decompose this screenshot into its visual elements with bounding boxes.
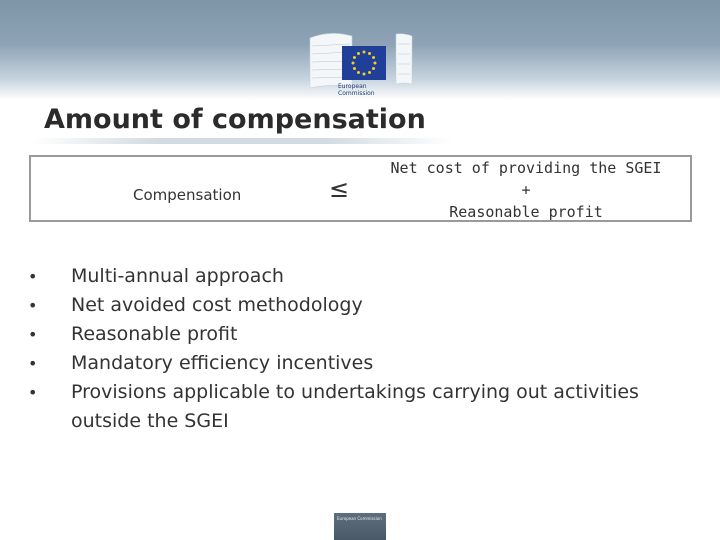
bullet-icon: •: [28, 383, 38, 402]
title-underline: [32, 138, 452, 144]
star-icon: [357, 52, 360, 55]
star-icon: [353, 56, 356, 59]
list-item-text: Mandatory efficiency incentives: [71, 352, 374, 374]
bullet-icon: •: [28, 267, 38, 286]
star-icon: [368, 71, 371, 74]
list-item: [28, 262, 698, 291]
star-icon: [357, 71, 360, 74]
list-item-text: Multi-annual approach: [71, 265, 284, 287]
formula-rhs-line1: Net cost of providing the SGEI: [390, 159, 662, 177]
footer-text: European Commission: [337, 516, 382, 521]
formula-box: [29, 155, 692, 222]
formula-rhs: [376, 157, 676, 223]
star-icon: [353, 67, 356, 70]
formula-rhs-plus: +: [521, 181, 531, 199]
list-item-text: Reasonable profit: [71, 323, 238, 345]
bullet-icon: •: [28, 325, 38, 344]
star-icon: [368, 52, 371, 55]
footer-logo-tab: [334, 513, 386, 540]
bullet-list: [28, 262, 698, 436]
formula-rhs-line3: Reasonable profit: [449, 203, 603, 221]
star-icon: [374, 62, 377, 65]
bullet-icon: •: [28, 354, 38, 373]
list-item: [28, 320, 698, 349]
bullet-icon: •: [28, 296, 38, 315]
list-item-text: Provisions applicable to undertakings carrying out activities outside the SGEI: [71, 381, 639, 432]
less-or-equal-sign: ≤: [329, 175, 350, 203]
list-item: [28, 378, 698, 436]
star-icon: [363, 73, 366, 76]
star-icon: [363, 51, 366, 54]
list-item: [28, 349, 698, 378]
list-item-text: Net avoided cost methodology: [71, 294, 363, 316]
logo-text: European Commission: [338, 83, 375, 97]
list-item: [28, 291, 698, 320]
formula-lhs: Compensation: [133, 186, 242, 204]
star-icon: [352, 62, 355, 65]
star-icon: [372, 56, 375, 59]
star-icon: [372, 67, 375, 70]
slide-title: Amount of compensation: [44, 104, 426, 135]
